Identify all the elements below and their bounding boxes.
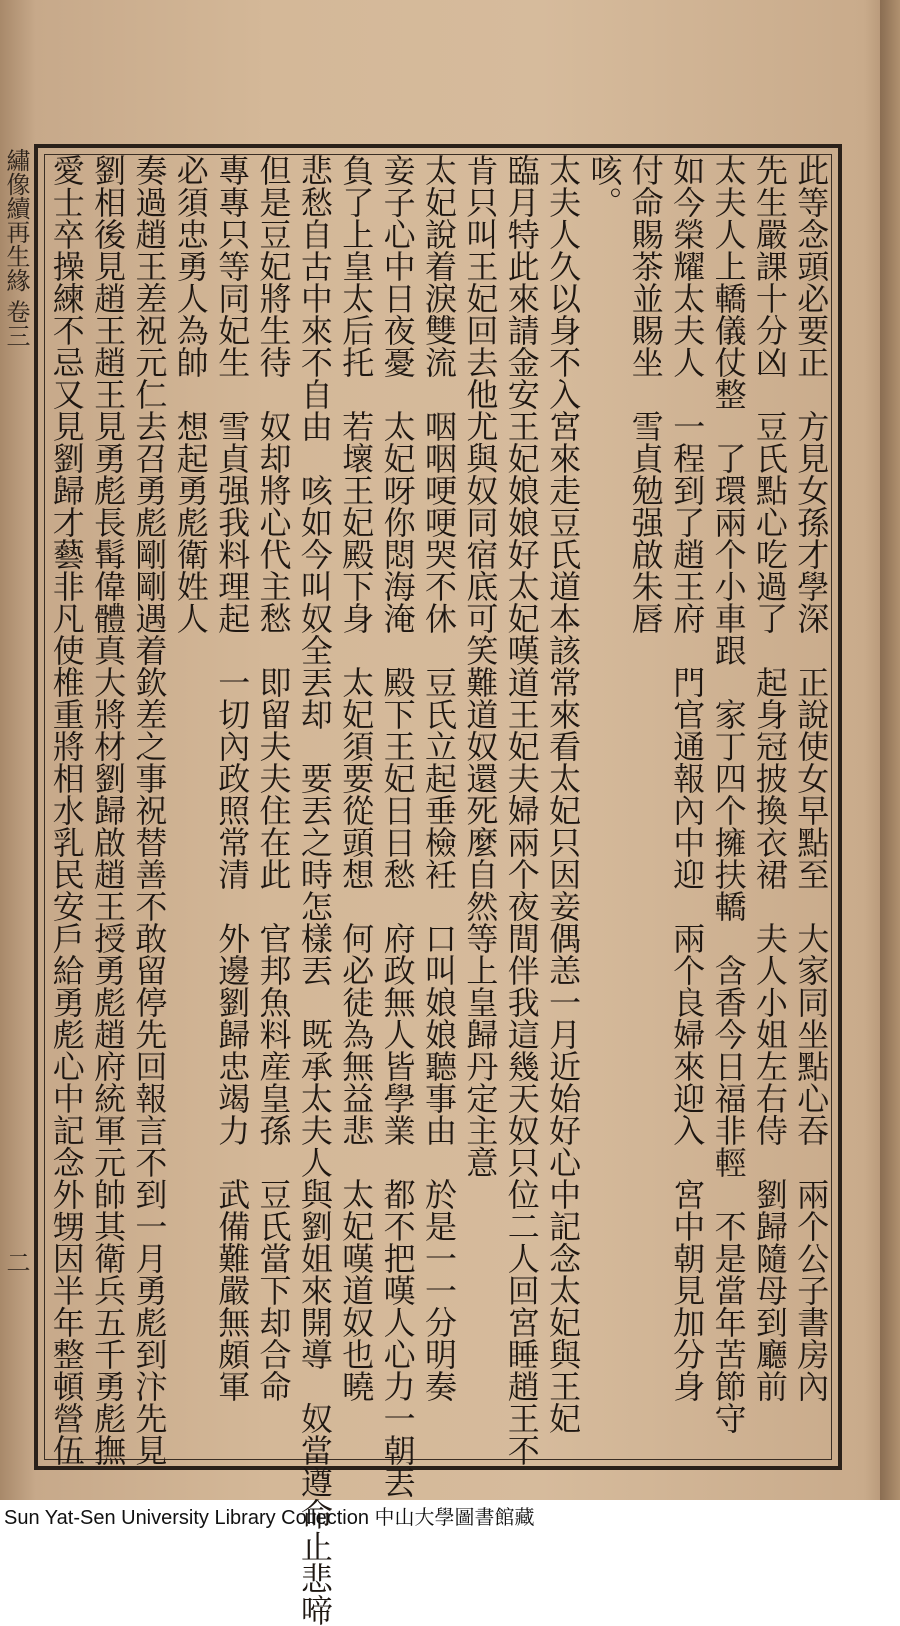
text-column: 如今榮耀太夫人 一程到了趙王府 門官通報內中迎 兩个良婦來迎入 宮中朝見加分身 <box>668 154 707 1402</box>
text-column: 太夫人久以身不入宮來走豆氏道本該常來看太妃只因妾偶恙一月近始好心中記念太妃與王妃 <box>544 154 583 1434</box>
margin-book-title: 繡像續再生緣 卷三 <box>2 148 30 348</box>
text-column: 負了上皇太后托 若壞王妃殿下身 太妃須要從頭想 何必徒為無益悲 太妃嘆道奴也曉 <box>337 154 376 1402</box>
text-column: 臨月特此來請金安王妃娘娘好太妃嘆道王妃夫婦兩个夜間伴我這幾天奴只位二人回宮睡趙王不 <box>502 154 541 1466</box>
text-column: 太夫人上轎儀仗整 了環兩个小車跟 家丁四个擁扶轎 含香今日福非輕 不是當年苦節守 <box>709 154 748 1434</box>
text-column: 專專只等同妃生 雪貞强我料理起 一切內政照常清 外邊劉歸忠竭力 武備難嚴無頗軍 <box>213 154 252 1402</box>
text-column: 此等念頭必要正 方見女孫才學深 正說使女早點至 大家同坐點心吞 兩个公子書房內 <box>792 154 831 1402</box>
text-column: 妾子心中日夜憂 太妃呀你悶海淹 殿下王妃日日愁 府政無人皆學業 都不把嘆人心力一朝丟 <box>378 154 417 1498</box>
text-column: 劉相後見趙王趙王見勇彪長髯偉體真大將材劉歸啟趙王授勇彪趙府統軍元帥其衛兵五千勇彪撫 <box>89 154 128 1466</box>
text-column: 肯只叫王妃回去他尤與奴同宿底可笑難道奴還死麼自然等上皇歸丹定主意 <box>461 154 500 1178</box>
text-column: 奏過趙王差祝元仁去召勇彪剛剛遇着欽差之事祝替善不敢留停先回報言不到一月勇彪到汴先見 <box>130 154 169 1466</box>
text-column: 咳。 <box>585 154 624 218</box>
text-column: 必須忠勇人為帥 想起勇彪衛姓人 <box>171 154 210 634</box>
text-column: 太妃說着淚雙流 咽咽哽哽哭不休 豆氏立起垂檢衽 口叫娘娘聽事由 於是一一分明奏 <box>420 154 458 1402</box>
text-column: 但是豆妃將生待 奴却將心代主愁 即留夫夫住在此 官邦魚料産皇孫 豆氏當下却合命 <box>254 154 293 1402</box>
text-column: 付命賜茶並賜坐 雪貞勉强啟朱唇 <box>626 154 665 634</box>
text-column: 悲愁自古中來不自由 咳如今叫奴全丟却 要丟之時怎樣丟 既承太夫人與劉姐來開導 奴當遵命止悲啼 <box>295 154 334 1626</box>
page-edge <box>880 0 900 1500</box>
margin-page-number: 二 <box>2 1250 30 1274</box>
text-column: 先生嚴課十分凶 豆氏點心吃過了 起身冠披換衣裙 夫人小姐左右侍 劉歸隨母到廳前 <box>750 154 789 1402</box>
text-column: 愛士卒操練不忌又見劉歸才藝非凡使椎重將相水乳民安戶給勇彪心中記念外甥因半年整頓營伍 <box>47 154 86 1466</box>
library-credit: Sun Yat-Sen University Library Collection 中山大學圖書館藏 <box>4 1507 535 1529</box>
